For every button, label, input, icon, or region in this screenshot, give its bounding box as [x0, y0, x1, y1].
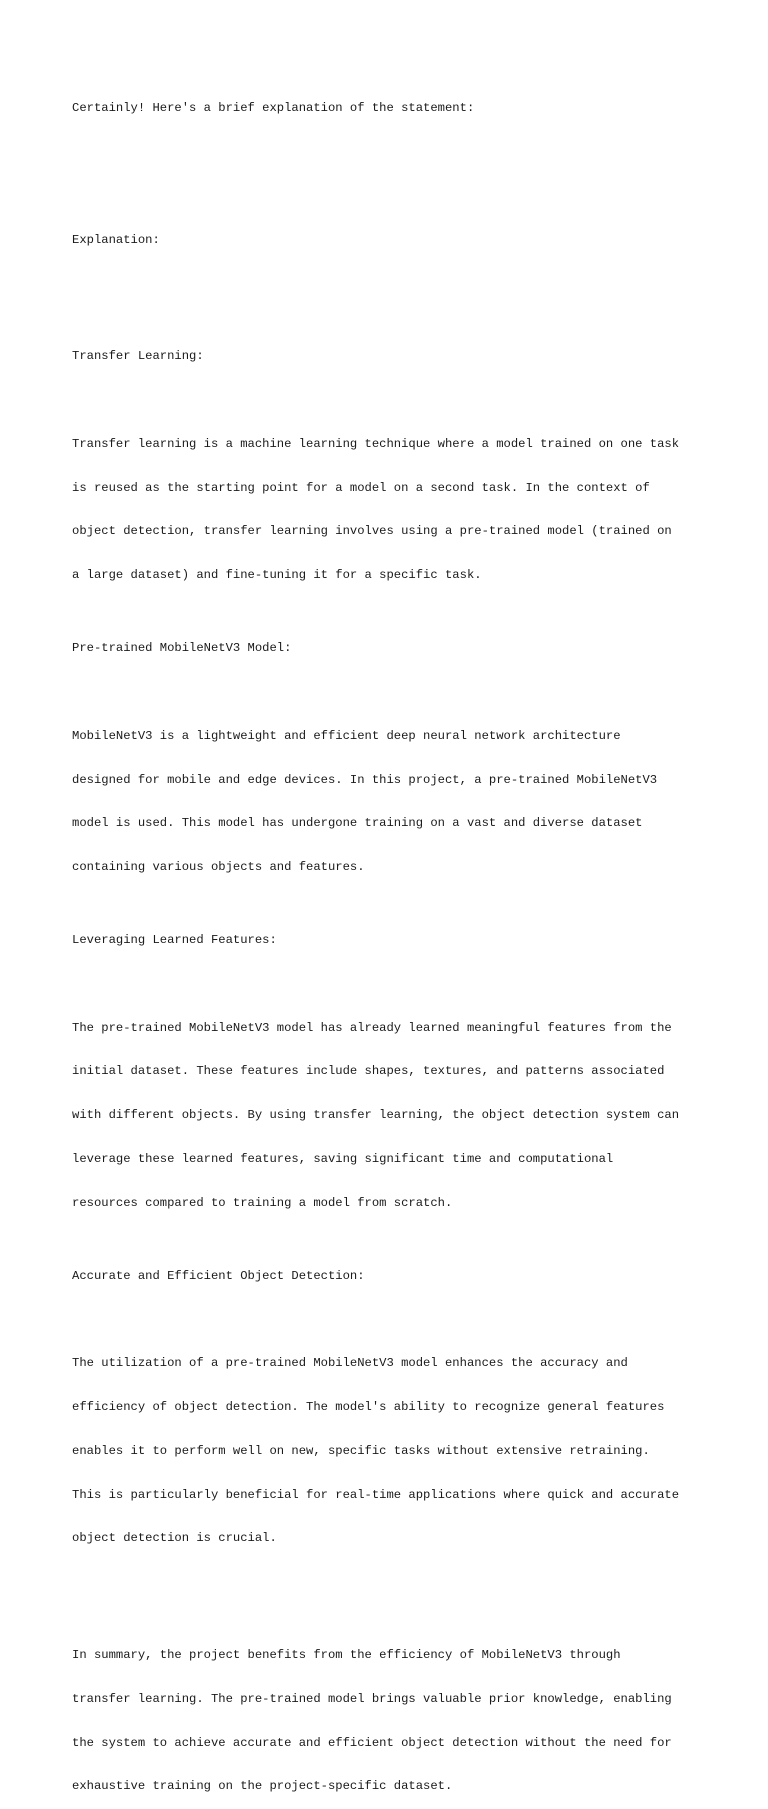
summary-line: In summary, the project benefits from the efficiency of MobileNetV3 through [72, 1648, 621, 1663]
section-line: Transfer learning is a machine learning technique where a model trained on one task [72, 436, 680, 451]
section-line: containing various objects and features. [72, 860, 365, 875]
section-line: with different objects. By using transfer learning, the object detection system can [72, 1108, 680, 1123]
section-line: is reused as the starting point for a model on a second task. In the context of [72, 480, 650, 495]
summary-line: the system to achieve accurate and efficient object detection without the need for [72, 1735, 672, 1750]
section-line: The pre-trained MobileNetV3 model has already learned meaningful features from the [72, 1020, 672, 1035]
section-line: object detection is crucial. [72, 1531, 277, 1546]
section-line: efficiency of object detection. The model's ability to recognize general features [72, 1400, 665, 1415]
section-line: The utilization of a pre-trained MobileNetV3 model enhances the accuracy and [72, 1356, 628, 1371]
section-heading-object-detection: Accurate and Efficient Object Detection: [72, 1268, 365, 1283]
section-line: This is particularly beneficial for real-time applications where quick and accurate [72, 1487, 680, 1502]
section-line: resources compared to training a model from scratch. [72, 1195, 453, 1210]
section-line: a large dataset) and fine-tuning it for a specific task. [72, 568, 482, 583]
explanation-heading: Explanation: [72, 232, 160, 247]
section-heading-transfer-learning: Transfer Learning: [72, 349, 204, 364]
section-line: MobileNetV3 is a lightweight and efficient deep neural network architecture [72, 728, 621, 743]
summary-line: transfer learning. The pre-trained model brings valuable prior knowledge, enabling [72, 1691, 672, 1706]
summary-line: exhaustive training on the project-specific dataset. [72, 1779, 453, 1794]
section-line: model is used. This model has undergone training on a vast and diverse dataset [72, 816, 643, 831]
section-line: enables it to perform well on new, specific tasks without extensive retraining. [72, 1443, 650, 1458]
section-line: leverage these learned features, saving significant time and computational [72, 1151, 614, 1166]
intro-line: Certainly! Here's a brief explanation of the statement: [72, 101, 475, 116]
document-page [72, 72, 712, 1809]
section-line: object detection, transfer learning involves using a pre-trained model (trained on [72, 524, 672, 539]
section-heading-learned-features: Leveraging Learned Features: [72, 933, 277, 948]
section-line: designed for mobile and edge devices. In this project, a pre-trained MobileNetV3 [72, 772, 658, 787]
section-line: initial dataset. These features include shapes, textures, and patterns associated [72, 1064, 665, 1079]
section-heading-mobilenetv3-model: Pre-trained MobileNetV3 Model: [72, 641, 292, 656]
